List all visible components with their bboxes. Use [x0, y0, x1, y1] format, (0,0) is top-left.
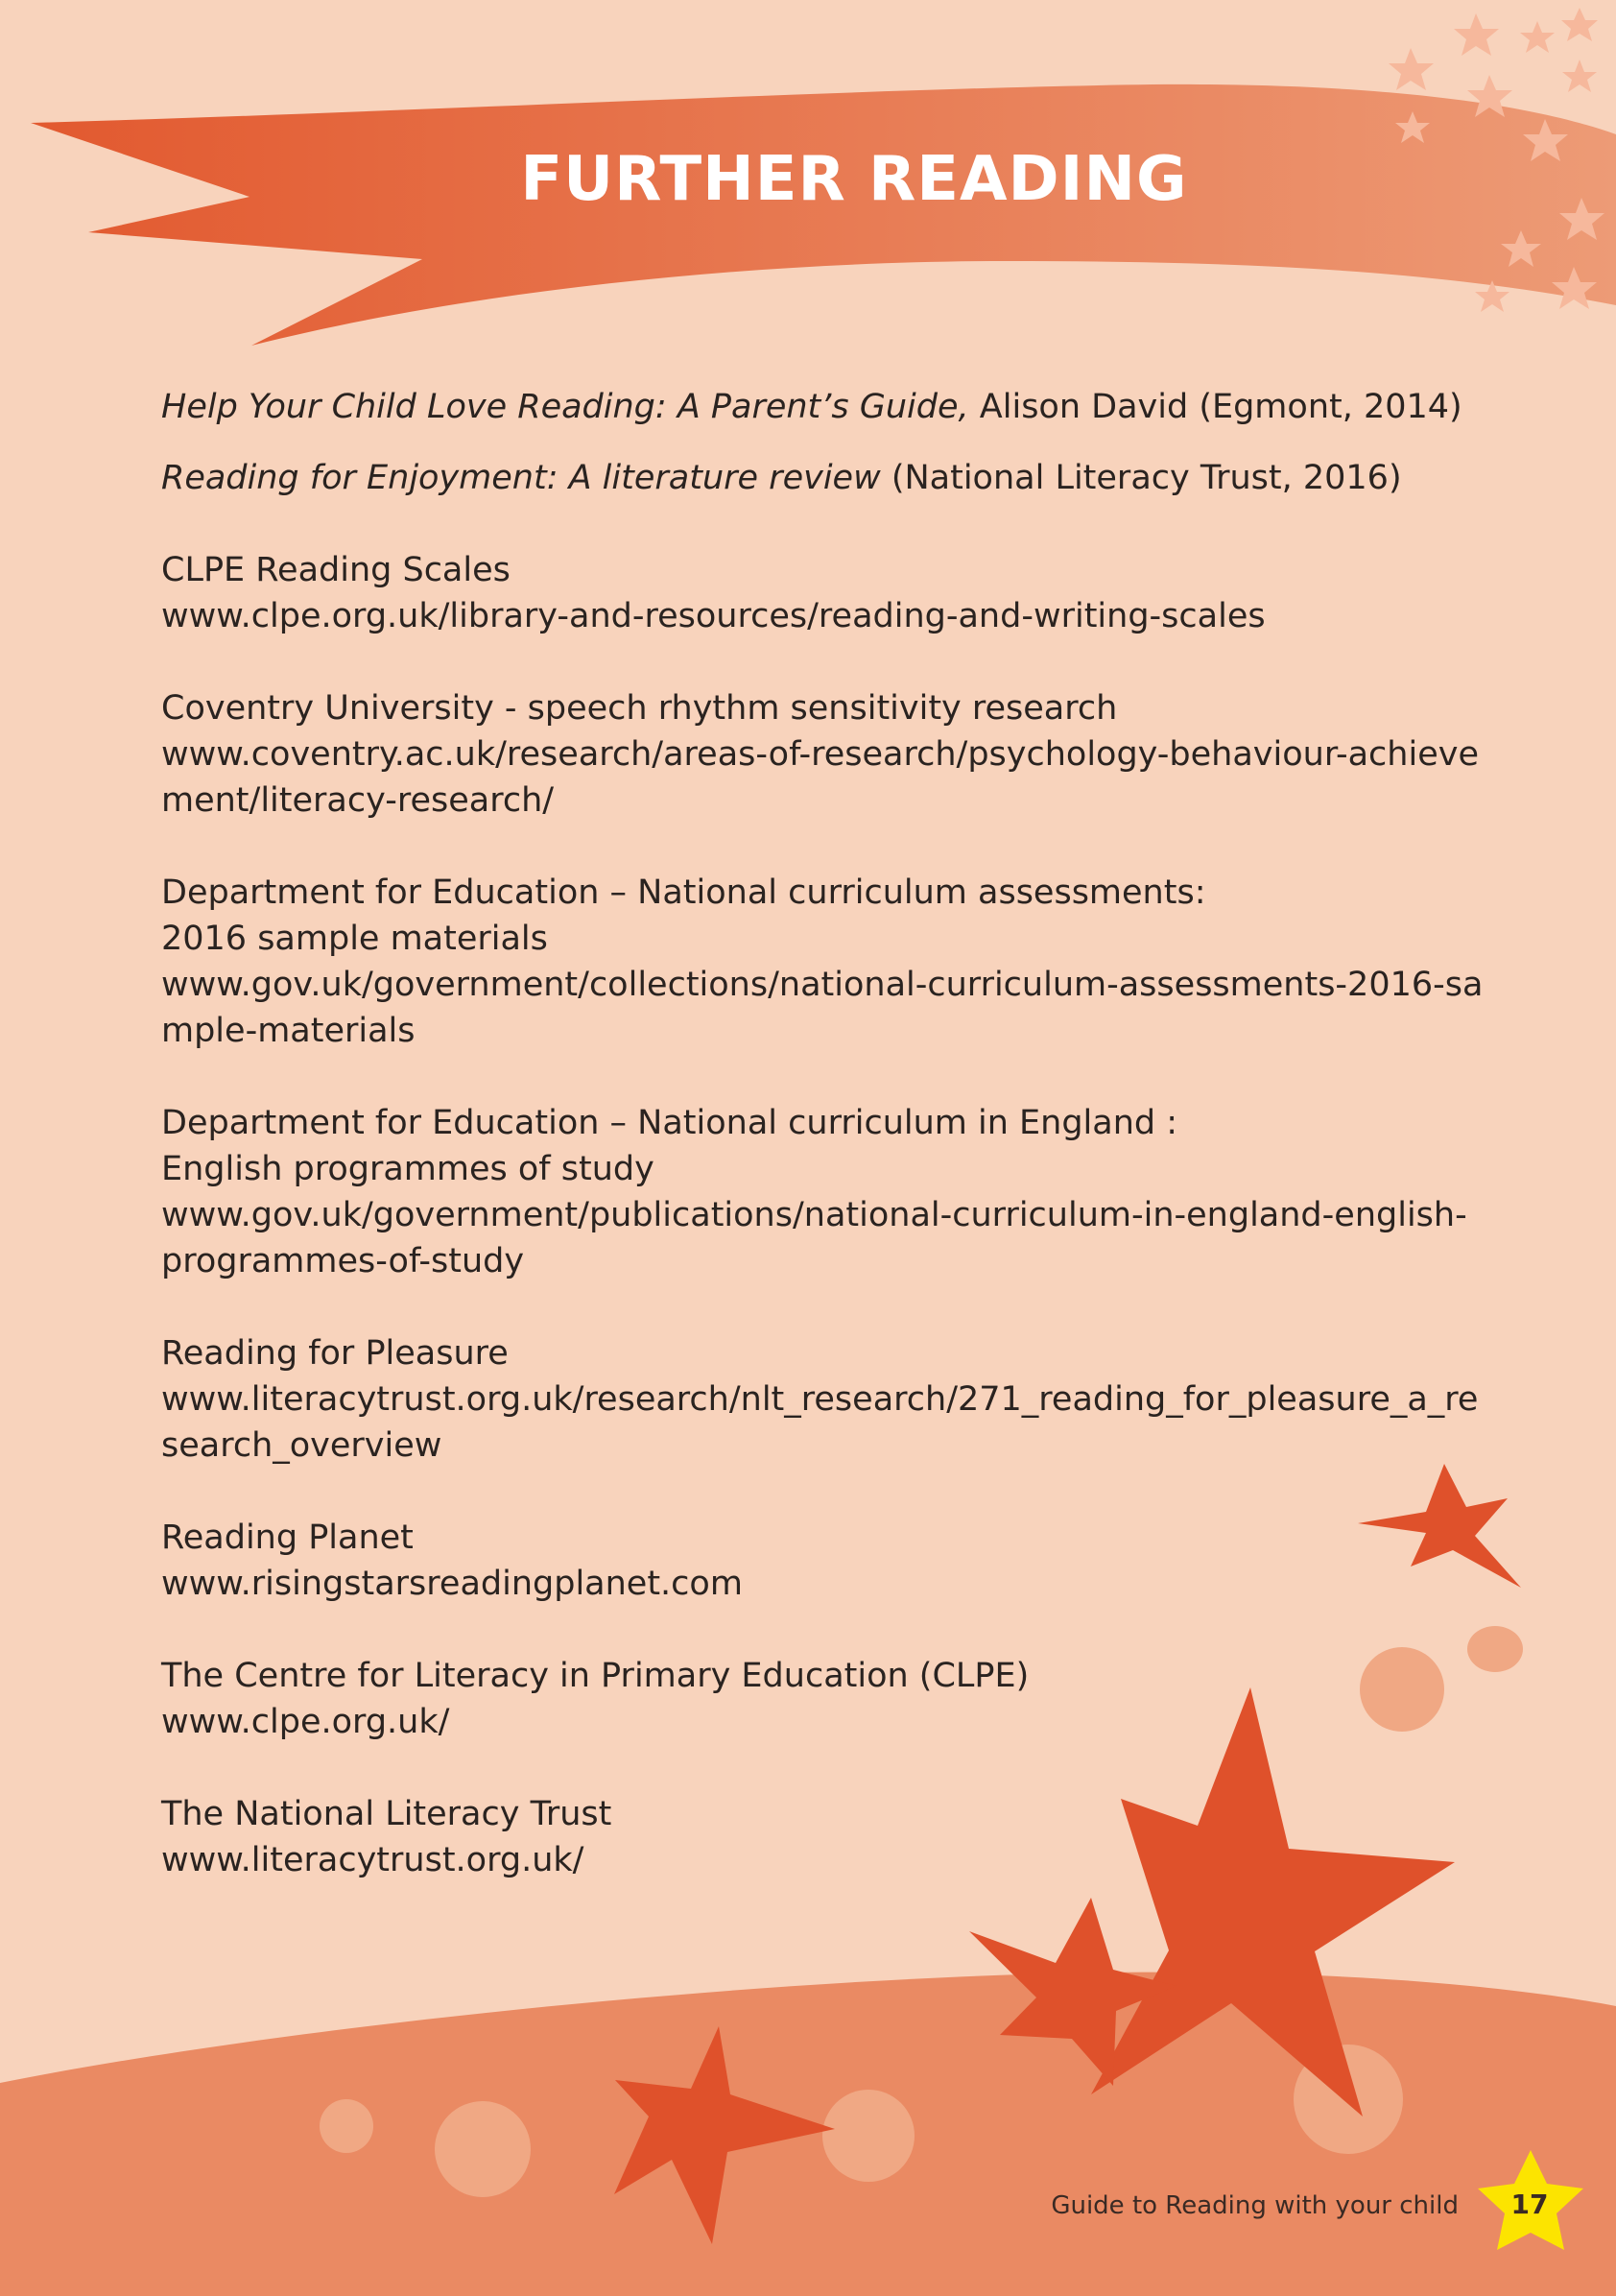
page-title: FURTHER READING: [520, 144, 1188, 215]
book-title: Help Your Child Love Reading: A Parent’s Guide,: [161, 388, 969, 426]
resource-entry: [161, 1791, 1485, 1883]
star: [1389, 48, 1434, 90]
resource-link[interactable]: www.clpe.org.uk/: [161, 1703, 450, 1741]
resource-link[interactable]: www.gov.uk/government/collections/national-curriculum-assessments-2016-sample-materials: [161, 966, 1484, 1050]
resource-name: Department for Education – National curriculum in England : English programmes of study: [161, 1104, 1178, 1188]
book-reference: [161, 455, 1485, 501]
resource-name: Reading Planet: [161, 1519, 414, 1557]
star: [1561, 8, 1598, 41]
resource-entry: [161, 1330, 1485, 1469]
resource-name: Reading for Pleasure: [161, 1334, 509, 1373]
star: [1454, 13, 1499, 56]
book-title: Reading for Enjoyment: A literature review: [161, 459, 881, 497]
resource-entry: [161, 685, 1485, 824]
resource-entry: [161, 870, 1484, 1054]
book-details: (National Literacy Trust, 2016): [880, 459, 1402, 497]
bubble: [435, 2101, 531, 2197]
resource-link[interactable]: www.literacytrust.org.uk/research/nlt_research/271_reading_for_pleasure_a_research_overview: [161, 1380, 1479, 1465]
reading-list: [161, 384, 1485, 1883]
star: [1520, 21, 1555, 53]
resource-link[interactable]: www.coventry.ac.uk/research/areas-of-research/psychology-behaviour-achievement/literacy-research/: [161, 735, 1479, 820]
bubble: [822, 2090, 915, 2182]
resource-link[interactable]: www.clpe.org.uk/library-and-resources/reading-and-writing-scales: [161, 597, 1266, 635]
resource-link[interactable]: www.risingstarsreadingplanet.com: [161, 1565, 743, 1603]
resource-entry: [161, 1100, 1467, 1284]
resource-entry: [161, 547, 1485, 639]
resource-link[interactable]: www.literacytrust.org.uk/: [161, 1841, 584, 1879]
resource-name: CLPE Reading Scales: [161, 551, 511, 589]
resource-name: Coventry University - speech rhythm sensitivity research: [161, 689, 1118, 728]
footer-text: Guide to Reading with your child: [1051, 2191, 1459, 2220]
book-reference: [161, 384, 1485, 430]
bubble: [320, 2099, 373, 2153]
resource-link[interactable]: www.gov.uk/government/publications/national-curriculum-in-england-english-programmes-of-study: [161, 1196, 1467, 1280]
resource-name: The Centre for Literacy in Primary Education (CLPE): [161, 1657, 1030, 1695]
book-details: Alison David (Egmont, 2014): [968, 388, 1462, 426]
resource-name: The National Literacy Trust: [161, 1795, 612, 1833]
resource-entry: [161, 1515, 1485, 1607]
page-number: 17: [1510, 2188, 1549, 2220]
resource-entry: [161, 1653, 1485, 1745]
resource-name: Department for Education – National curriculum assessments: 2016 sample materials: [161, 873, 1206, 958]
star: [1562, 60, 1597, 92]
